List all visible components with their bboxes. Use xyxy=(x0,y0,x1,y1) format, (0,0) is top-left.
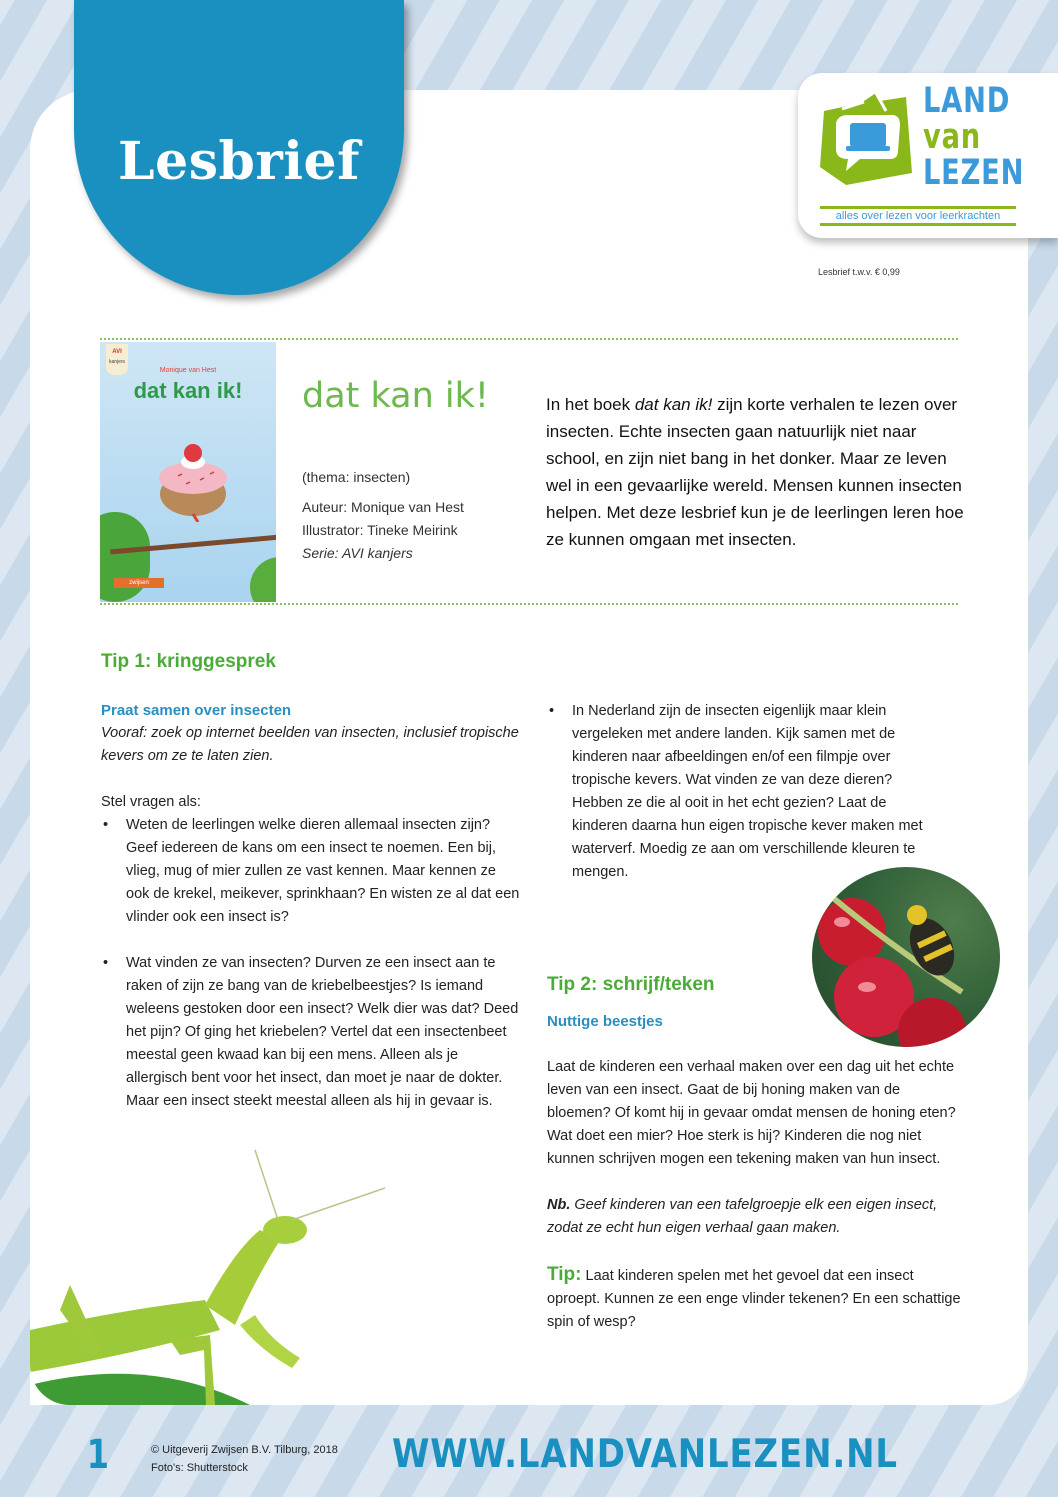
book-author: Auteur: Monique van Hest xyxy=(302,499,464,515)
tip1-preparation: Vooraf: zoek op internet beelden van insecten, inclusief tropische kevers om ze te laten zien. xyxy=(101,725,519,764)
tip2-note xyxy=(547,1194,963,1240)
list-item: • In Nederland zijn de insecten eigenlijk maar klein vergeleken met andere landen. Kijk samen met de kinderen naar afbeeldingen en/of een filmpje over tropische kevers. Wat vinden ze van deze dieren? Hebben ze die al ooit in het echt gezien? Laat de kinderen daarna hun eigen tropische kever maken met waterverf. Moedig ze aan om verschillende kleuren te mengen. xyxy=(547,700,963,884)
tip-label: Tip: xyxy=(547,1264,582,1285)
page-title: Lesbrief xyxy=(118,131,360,192)
note-text: Geef kinderen van een tafelgroepje elk een eigen insect, zodat ze echt hun eigen verhaal gaan maken. xyxy=(547,1197,938,1236)
tip1-subheading: Praat samen over insecten xyxy=(101,702,292,719)
praying-mantis-image xyxy=(30,1140,400,1405)
cover-title: dat kan ik! xyxy=(133,378,243,403)
book-metadata xyxy=(302,466,464,565)
logo-line-lezen: LEZEN xyxy=(923,153,1025,193)
tip2-body: Laat de kinderen een verhaal maken over een dag uit het echte leven van een insect. Gaat de bij honing maken van de bloemen? Of komt hij in gevaar omdat mensen de honing eten? Wat doet een mier? Hoe sterk is hij? Kinderen die nog niet kunnen schrijven mogen een tekening maken van hun insect. xyxy=(547,1059,956,1167)
logo-tagline: alles over lezen voor leerkrachten xyxy=(820,206,1016,226)
avi-badge-bottom: kanjers xyxy=(108,359,126,365)
tip1-continued xyxy=(547,700,963,884)
tip2-heading: Tip 2: schrijf/teken xyxy=(547,974,715,995)
book-series: Serie: AVI kanjers xyxy=(302,545,413,561)
intro-book-title: dat kan ik! xyxy=(634,395,713,414)
page-number: 1 xyxy=(86,1432,110,1478)
photo-credit: Foto's: Shutterstock xyxy=(151,1462,248,1474)
copyright-text: © Uitgeverij Zwijsen B.V. Tilburg, 2018 xyxy=(151,1444,338,1456)
book-title: dat kan ik! xyxy=(302,376,489,416)
tip1-question-list xyxy=(101,814,521,1113)
intro-text-rest: zijn korte verhalen te lezen over insecten. Echte insecten gaan natuurlijk niet naar school, en zijn niet bang in het donker. Maar ze leven wel in een gevaarlijke wereld. Mensen kunnen insecten helpen. Met deze lesbrief kun je de leerlingen leren hoe ze kunnen omgaan met insecten. xyxy=(546,395,964,549)
book-intro-text xyxy=(546,391,966,553)
cover-tree xyxy=(100,512,150,602)
land-van-lezen-logo[interactable] xyxy=(798,73,1058,238)
publisher-logo: zwijsen xyxy=(114,578,164,588)
tip-text: Laat kinderen spelen met het gevoel dat een insect oproept. Kunnen ze een enge vlinder tekenen? En een schattige spin of wesp? xyxy=(547,1268,961,1330)
cover-author: Monique van Hest xyxy=(159,367,217,374)
tip2-subheading: Nuttige beestjes xyxy=(547,1013,663,1030)
list-item: • Wat vinden ze van insecten? Durven ze een insect aan te raken of zijn ze bang van de kriebelbeestjes? Is iemand weleens gestoken door een insect? Welk dier was dat? Deed het pijn? Of ging het kriebelen? Vertel dat een insectenbeet meestal geen kwaad kan bij een mens. Alleen als je allergisch bent voor het insect, dan moet je naar de dokter. Maar een insect steekt meestal alleen als hij in gevaar is. xyxy=(101,952,521,1113)
cake-illustration xyxy=(156,442,230,522)
book-theme: (thema: insecten) xyxy=(302,469,411,485)
price-label: Lesbrief t.w.v. € 0,99 xyxy=(818,267,900,277)
logo-wordmark xyxy=(923,83,1024,191)
list-item: • Weten de leerlingen welke dieren allemaal insecten zijn? Geef iedereen de kans om een insect te noemen. Een bij, vlieg, mug of mier zullen ze vast kennen. Maar kennen ze ook de krekel, meikever, sprinkhaan? En wisten ze al dat een vlinder ook een insect is? xyxy=(101,814,521,929)
tv-speech-bubble-icon xyxy=(816,89,916,189)
website-link[interactable]: WWW.LANDVANLEZEN.NL xyxy=(392,1432,898,1477)
tip1-lead: Stel vragen als: xyxy=(101,794,201,810)
cover-tree xyxy=(250,557,276,602)
avi-badge-top: AVI xyxy=(112,349,122,355)
note-label: Nb. xyxy=(547,1197,571,1213)
logo-line-van: van xyxy=(923,117,982,157)
tip1-question-list-continued xyxy=(547,700,963,884)
tip2-tip xyxy=(547,1263,963,1334)
book-intro-section xyxy=(100,338,964,605)
book-illustrator: Illustrator: Tineke Meirink xyxy=(302,522,458,538)
footer-credits xyxy=(151,1441,338,1477)
tip2-section xyxy=(547,973,963,1334)
mantis-photo xyxy=(30,1140,400,1405)
book-cover-image xyxy=(100,342,276,602)
intro-text-start: In het boek xyxy=(546,395,635,414)
logo-line-land: LAND xyxy=(923,81,1011,121)
tip1-heading: Tip 1: kringgesprek xyxy=(101,651,276,672)
tip1-section xyxy=(101,650,521,1113)
